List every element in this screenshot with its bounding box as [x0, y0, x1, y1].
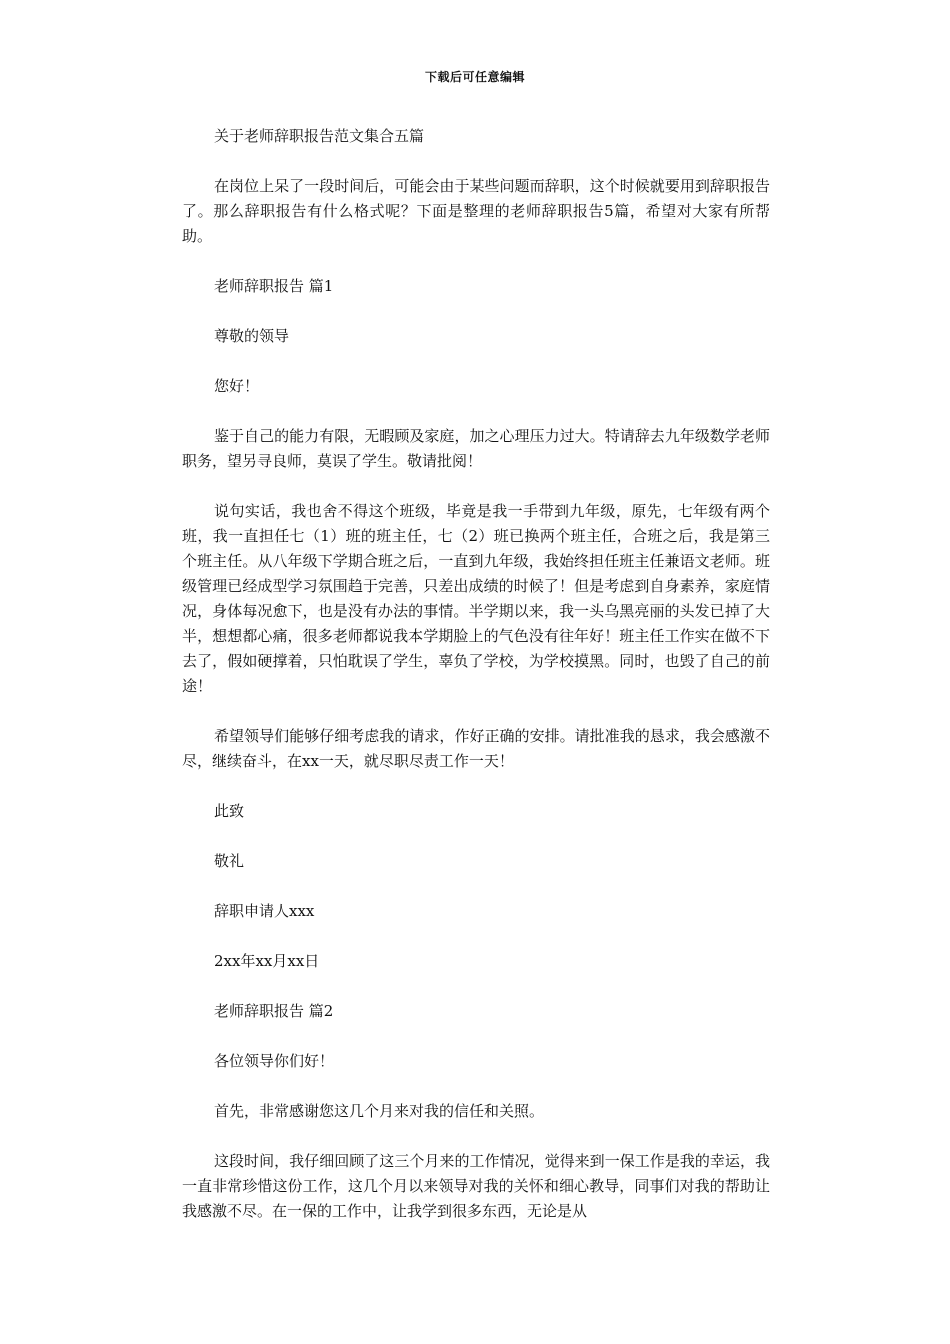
document-body [182, 124, 770, 1249]
closing-line-2: 敬礼 [214, 852, 245, 870]
document-title: 关于老师辞职报告范文集合五篇 [214, 127, 425, 145]
date-line: 2xx年xx月xx日 [214, 952, 320, 970]
signature: 辞职申请人xxx [214, 902, 315, 920]
header-note: 下载后可任意编辑 [424, 70, 525, 84]
section-heading-2: 老师辞职报告 篇2 [214, 1002, 334, 1020]
section2-paragraph-2: 这段时间，我仔细回顾了这三个月来的工作情况，觉得来到一保工作是我的幸运，我一直非常珍惜这份工作，这几个月以来领导对我的关怀和细心教导，同事们对我的帮助让我感激不尽。在一保的工作中，让我学到很多东西，无论是从 [182, 1152, 770, 1220]
salutation: 尊敬的领导 [214, 327, 290, 345]
section1-paragraph-2: 说句实话，我也舍不得这个班级，毕竟是我一手带到九年级，原先，七年级有两个班，我一直担任七（1）班的班主任，七（2）班已换两个班主任，合班之后，我是第三个班主任。从八年级下学期合班之后，一直到九年级，我始终担任班主任兼语文老师。班级管理已经成型学习氛围趋于完善，只差出成绩的时候了！但是考虑到自身素养，家庭情况，身体每况愈下，也是没有办法的事情。半学期以来，我一头乌黑亮丽的头发已掉了大半，想想都心痛，很多老师都说我本学期脸上的气色没有往年好！班主任工作实在做不下去了，假如硬撑着，只怕耽误了学生，辜负了学校，为学校摸黑。同时，也毁了自己的前途！ [182, 502, 770, 695]
section2-greeting: 各位领导你们好！ [214, 1052, 335, 1070]
section2-paragraph-1: 首先，非常感谢您这几个月来对我的信任和关照。 [214, 1102, 545, 1120]
intro-paragraph: 在岗位上呆了一段时间后，可能会由于某些问题而辞职，这个时候就要用到辞职报告了。那么辞职报告有什么格式呢？下面是整理的老师辞职报告5篇，希望对大家有所帮助。 [182, 177, 770, 245]
closing-line-1: 此致 [214, 802, 245, 820]
greeting: 您好！ [214, 377, 260, 395]
section1-paragraph-1: 鉴于自己的能力有限，无暇顾及家庭，加之心理压力过大。特请辞去九年级数学老师职务，望另寻良师，莫误了学生。敬请批阅！ [182, 427, 770, 470]
section-heading-1: 老师辞职报告 篇1 [214, 277, 334, 295]
section1-paragraph-3: 希望领导们能够仔细考虑我的请求，作好正确的安排。请批准我的恳求，我会感激不尽，继续奋斗，在xx一天，就尽职尽责工作一天！ [182, 727, 770, 770]
